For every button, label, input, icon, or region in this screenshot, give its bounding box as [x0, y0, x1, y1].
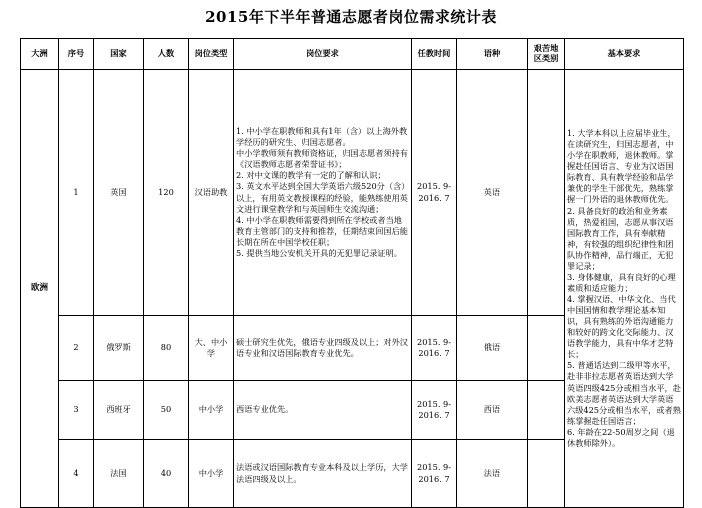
header-seq: 序号 — [59, 39, 94, 70]
seq-cell: 2 — [59, 316, 94, 381]
seq-cell: 4 — [59, 440, 94, 508]
header-country: 国家 — [94, 39, 144, 70]
post-req-cell — [234, 70, 412, 316]
header-continent: 大洲 — [21, 39, 59, 70]
country-cell: 俄罗斯 — [94, 316, 144, 381]
region-category-cell — [528, 440, 565, 508]
count-cell: 40 — [144, 440, 189, 508]
basic-req-line: 1. 大学本科以上应届毕业生，在读研究生，归国志愿者，中小学在职教师，退休教师。掌握赴任国语言、专业为汉语国际教育、具有教学经验和品学兼优的学生干部优先，熟练掌握一门外语的退休教师优先。 — [567, 128, 676, 205]
basic-requirements-cell — [565, 70, 684, 508]
header-term: 任教时间 — [412, 39, 457, 70]
header-language: 语种 — [457, 39, 528, 70]
page-title: 2015年下半年普通志愿者岗位需求统计表 — [205, 8, 497, 26]
post-req-line: 西语专业优先。 — [236, 404, 294, 415]
post-req-line: 1. 中小学在职教师和具有1年（含）以上海外教学经历的研究生、归国志愿者。 — [236, 126, 408, 148]
post-type-cell: 中小学 — [189, 381, 234, 440]
post-req-cell — [234, 316, 412, 381]
count-cell: 80 — [144, 316, 189, 381]
basic-req-line: 5. 普通话达到二级甲等水平，赴非非拉志愿者英语达到大学英语四级425分或相当水平，赴欧美志愿者英语达到大学英语六级425分或相当水平，或者熟练掌握赴任国语言； — [567, 360, 681, 426]
post-req-cell — [234, 381, 412, 440]
header-post-req: 岗位要求 — [234, 39, 412, 70]
post-req-line: 中小学教师须有教师资格证，归国志愿者须持有《汉语教师志愿者荣誉证书》； — [236, 148, 408, 170]
country-cell: 西班牙 — [94, 381, 144, 440]
header-row — [21, 39, 684, 70]
header-basic-req: 基本要求 — [565, 39, 684, 70]
region-category-cell — [528, 70, 565, 316]
seq-cell: 1 — [59, 70, 94, 316]
header-region-category: 艰苦地区类别 — [528, 39, 565, 70]
continent-cell: 欧洲 — [21, 70, 59, 508]
header-count: 人数 — [144, 39, 189, 70]
post-req-line: 硕士研究生优先，俄语专业四级及以上；对外汉语专业和汉语国际教育专业优先。 — [236, 336, 408, 358]
table-row — [21, 70, 684, 316]
post-type-cell: 汉语助教 — [189, 70, 234, 316]
post-type-cell: 中小学 — [189, 440, 234, 508]
post-req-line: 2. 对中文课的教学有一定的了解和认识； — [236, 170, 386, 181]
post-req-line: 5. 提供当地公安机关开具的无犯罪记录证明。 — [236, 247, 402, 258]
region-category-cell — [528, 316, 565, 381]
language-cell: 英语 — [457, 70, 528, 316]
language-cell: 西语 — [457, 381, 528, 440]
post-type-cell: 大、中小学 — [189, 316, 234, 381]
post-req-line: 4. 中小学在职教师需要得到所在学校或者当地教育主管部门的支持和推荐，任期结束回国后能长期在所在中国学校任职； — [236, 214, 408, 247]
seq-cell: 3 — [59, 381, 94, 440]
count-cell: 120 — [144, 70, 189, 316]
language-cell: 俄语 — [457, 316, 528, 381]
basic-req-line: 6. 年龄在22-50周岁之间（退休教师除外）。 — [567, 426, 675, 448]
term-cell: 2015. 9-2016. 7 — [412, 381, 457, 440]
header-post-type: 岗位类型 — [189, 39, 234, 70]
basic-req-line: 4. 掌握汉语、中华文化、当代中国国情和教学理论基本知识，具有熟练的外语沟通能力和较好的跨文化交际能力、汉语教学能力，具有中华才艺特长； — [567, 294, 676, 360]
term-cell: 2015. 9-2016. 7 — [412, 70, 457, 316]
term-cell: 2015. 9-2016. 7 — [412, 316, 457, 381]
post-req-line: 3. 英文水平达到全国大学英语六级520分（含）以上，有用英文教授课程的经验，能熟练使用英文进行课堂教学和与英国师生交流沟通； — [236, 181, 408, 214]
language-cell: 法语 — [457, 440, 528, 508]
country-cell: 法国 — [94, 440, 144, 508]
region-category-cell — [528, 381, 565, 440]
country-cell: 英国 — [94, 70, 144, 316]
basic-req-line: 3. 身体健康，具有良好的心理素质和适应能力； — [567, 271, 676, 293]
volunteer-demand-table — [20, 38, 684, 508]
count-cell: 50 — [144, 381, 189, 440]
post-req-cell — [234, 440, 412, 508]
term-cell: 2015. 9-2016. 7 — [412, 440, 457, 508]
post-req-line: 法语或汉语国际教育专业本科及以上学历，大学法语四级及以上。 — [236, 462, 408, 484]
basic-req-line: 2. 具备良好的政治和业务素质，热爱祖国，志愿从事汉语国际教育工作，具有奉献精神，有较强的组织纪律性和团队协作精神，品行端正，无犯罪记录； — [567, 205, 674, 271]
